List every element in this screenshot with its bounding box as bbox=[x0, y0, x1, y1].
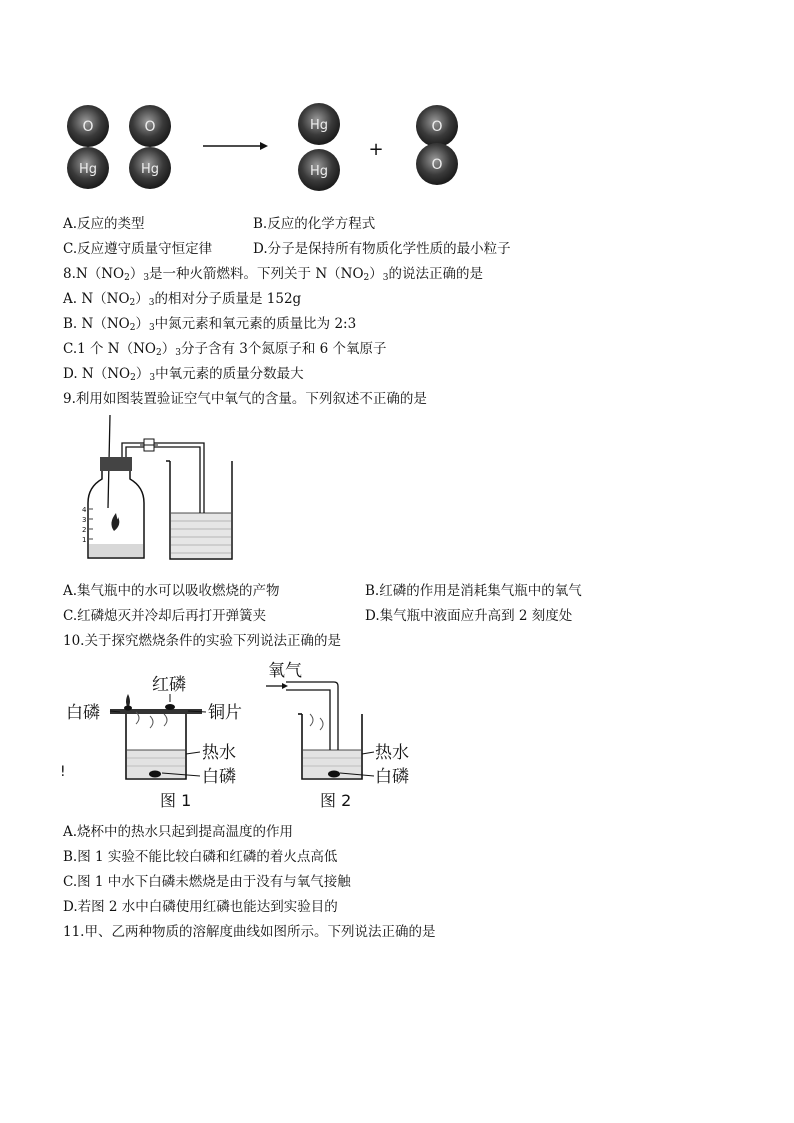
label-oxygen: 氧气 bbox=[268, 661, 302, 681]
scale-mark: 4 bbox=[82, 506, 87, 514]
q10-option-a: A.烧杯中的热水只起到提高温度的作用 bbox=[63, 824, 294, 840]
scale-mark: 2 bbox=[82, 526, 87, 534]
scale-mark: 3 bbox=[82, 516, 87, 524]
q7-option-c: C.反应遵守质量守恒定律 bbox=[63, 241, 213, 257]
plus-sign: + bbox=[368, 139, 384, 160]
figure-2 bbox=[266, 661, 409, 810]
label-red-phosphorus: 红磷 bbox=[152, 675, 186, 695]
atom-label: Hg bbox=[78, 162, 98, 177]
atom-label: Hg bbox=[140, 162, 160, 177]
q7-option-a: A.反应的类型 bbox=[63, 216, 145, 232]
q8-option-a: A. $N(NO_2)_3$的相对分子质量是 152g bbox=[63, 291, 302, 308]
atom-label: O bbox=[431, 157, 443, 173]
label-hot-water-1: 热水 bbox=[202, 743, 236, 763]
o2-product bbox=[416, 105, 458, 185]
label-white-phosphorus-top: 白磷 bbox=[66, 703, 100, 723]
atom-label: Hg bbox=[309, 118, 329, 133]
hgo-molecule-2 bbox=[129, 105, 171, 189]
q10-option-d: D.若图 2 水中白磷使用红磷也能达到实验目的 bbox=[63, 899, 338, 915]
figure-2-caption: 图 2 bbox=[320, 791, 352, 810]
label-copper-sheet: 铜片 bbox=[208, 703, 242, 723]
label-white-phosphorus-2: 白磷 bbox=[375, 767, 409, 787]
hgo-molecule-1 bbox=[67, 105, 109, 189]
atom-label: O bbox=[144, 119, 156, 135]
q10-option-b: B.图 1 实验不能比较白磷和红磷的着火点高低 bbox=[63, 849, 338, 865]
side-mark: ! bbox=[60, 764, 66, 780]
q10-option-c: C.图 1 中水下白磷未燃烧是由于没有与氧气接触 bbox=[63, 874, 351, 890]
q8-option-c: C.1 个 $N(NO_2)_3$分子含有 3个氮原子和 6 个氧原子 bbox=[63, 341, 387, 358]
q7-option-b: B.反应的化学方程式 bbox=[253, 216, 376, 232]
scale-mark: 1 bbox=[82, 536, 87, 544]
figure-1-caption: 图 1 bbox=[160, 791, 192, 810]
q10-stem: 10.关于探究燃烧条件的实验下列说法正确的是 bbox=[63, 633, 341, 649]
combustion-conditions-figures bbox=[58, 656, 428, 816]
q8-stem: $8.N(NO_2)_3$是一种火箭燃料。下列关于 $N(NO_2)_3$的说法正确的是 bbox=[63, 266, 483, 283]
reaction-arrow-icon bbox=[203, 142, 268, 150]
atom-label: O bbox=[82, 119, 94, 135]
q8-option-d: D. $N(NO_2)_3$中氧元素的质量分数最大 bbox=[63, 366, 304, 383]
q7-option-d: D.分子是保持所有物质化学性质的最小粒子 bbox=[253, 241, 511, 257]
q9-option-b: B.红磷的作用是消耗集气瓶中的氧气 bbox=[365, 583, 582, 599]
q8-option-b: B. $N(NO_2)_3$中氮元素和氧元素的质量比为 2:3 bbox=[63, 316, 357, 333]
q9-stem: 9.利用如图装置验证空气中氧气的含量。下列叙述不正确的是 bbox=[63, 391, 427, 407]
figure-1 bbox=[60, 675, 242, 810]
label-white-phosphorus-bottom: 白磷 bbox=[202, 767, 236, 787]
hg-product bbox=[298, 103, 340, 191]
q9-option-c: C.红磷熄灭并冷却后再打开弹簧夹 bbox=[63, 608, 267, 624]
atom-label: Hg bbox=[309, 164, 329, 179]
q9-option-a: A.集气瓶中的水可以吸收燃烧的产物 bbox=[63, 583, 280, 599]
atom-label: O bbox=[431, 119, 443, 135]
label-hot-water-2: 热水 bbox=[375, 743, 409, 763]
hgo-decomposition-diagram bbox=[60, 98, 480, 198]
q9-option-d: D.集气瓶中液面应升高到 2 刻度处 bbox=[365, 608, 573, 624]
q11-stem: 11.甲、乙两种物质的溶解度曲线如图所示。下列说法正确的是 bbox=[63, 924, 436, 940]
oxygen-content-apparatus bbox=[78, 413, 258, 573]
